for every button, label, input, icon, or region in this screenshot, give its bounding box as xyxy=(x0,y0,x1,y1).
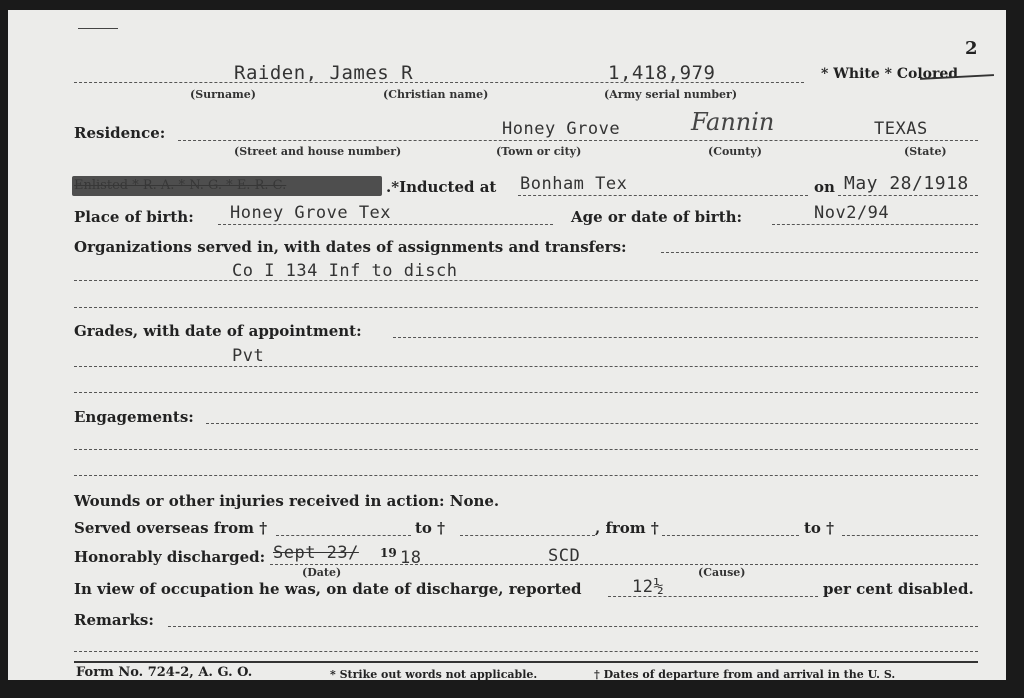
remarks-line-2 xyxy=(74,651,978,652)
residence-line xyxy=(178,140,978,141)
remarks-line-1 xyxy=(168,626,978,627)
inducted-date: May 28/1918 xyxy=(844,173,969,194)
county-value: Fannin xyxy=(691,108,775,136)
christian-caption: (Christian name) xyxy=(383,88,489,101)
place-of-birth-label: Place of birth: xyxy=(74,208,194,226)
eng-line-3 xyxy=(74,475,978,476)
footnote-strike: * Strike out words not applicable. xyxy=(330,668,538,680)
footer-rule xyxy=(74,661,978,663)
inducted-line xyxy=(518,195,808,196)
inducted-label: .*Inducted at xyxy=(386,178,497,196)
on-label: on xyxy=(814,178,835,196)
disability-value: 12½ xyxy=(632,577,665,597)
discharge-cause: SCD xyxy=(548,546,581,566)
overseas-line-3 xyxy=(662,535,799,536)
overseas-to2-label: to † xyxy=(804,519,834,537)
overseas-line-1 xyxy=(276,535,411,536)
birth-place-value: Honey Grove Tex xyxy=(230,203,392,223)
org-line-1 xyxy=(661,252,978,253)
discharge-date: Sept 23/ xyxy=(273,543,359,563)
discharge-year: 18 xyxy=(400,548,422,568)
organizations-label: Organizations served in, with dates of assignments and transfers: xyxy=(74,238,627,256)
street-caption: (Street and house number) xyxy=(234,145,402,158)
state-value: TEXAS xyxy=(874,119,928,139)
remarks-label: Remarks: xyxy=(74,611,154,629)
grades-line-3 xyxy=(74,392,978,393)
disability-suffix: per cent disabled. xyxy=(823,580,974,598)
overseas-line-2 xyxy=(460,535,595,536)
top-mark xyxy=(78,28,118,29)
eng-line-2 xyxy=(74,449,978,450)
age-value: Nov2/94 xyxy=(814,203,890,223)
age-label: Age or date of birth: xyxy=(571,208,743,226)
org-line-2 xyxy=(74,280,978,281)
overseas-from-label: Served overseas from † xyxy=(74,519,268,537)
service-record-card xyxy=(8,10,1006,680)
discharge-line xyxy=(270,564,978,565)
surname-caption: (Surname) xyxy=(190,88,256,101)
org-line-3 xyxy=(74,307,978,308)
overseas-line-4 xyxy=(842,535,978,536)
race-options: * White * Colored xyxy=(821,66,959,82)
cause-caption: (Cause) xyxy=(698,566,746,579)
year-prefix: 19 xyxy=(380,546,397,560)
town-caption: (Town or city) xyxy=(496,145,582,158)
organizations-value: Co I 134 Inf to disch xyxy=(232,261,458,281)
date-line xyxy=(838,195,978,196)
state-caption: (State) xyxy=(904,145,947,158)
grades-line-1 xyxy=(393,337,978,338)
eng-line-1 xyxy=(206,423,978,424)
footnote-dates: † Dates of departure from and arrival in the U. S. xyxy=(594,668,896,680)
age-line xyxy=(772,224,978,225)
wounds-label: Wounds or other injuries received in action: None. xyxy=(74,492,500,510)
disability-label: In view of occupation he was, on date of discharge, reported xyxy=(74,580,582,598)
serial-caption: (Army serial number) xyxy=(604,88,738,101)
grades-label: Grades, with date of appointment: xyxy=(74,322,362,340)
town-value: Honey Grove xyxy=(502,119,621,139)
overseas-from2-label: , from † xyxy=(595,519,659,537)
residence-label: Residence: xyxy=(74,124,166,142)
grades-value: Pvt xyxy=(232,346,265,366)
card-number: 2 xyxy=(965,38,978,59)
discharged-label: Honorably discharged: xyxy=(74,548,266,566)
overseas-to-label: to † xyxy=(415,519,445,537)
serial-value: 1,418,979 xyxy=(608,62,716,84)
inducted-place: Bonham Tex xyxy=(520,174,628,194)
engagements-label: Engagements: xyxy=(74,408,194,426)
grades-line-2 xyxy=(74,366,978,367)
redaction-mark xyxy=(72,176,382,196)
birth-place-line xyxy=(218,224,553,225)
surname-value: Raiden, James R xyxy=(234,62,414,84)
county-caption: (County) xyxy=(708,145,762,158)
date-caption: (Date) xyxy=(302,566,342,579)
form-number: Form No. 724-2, A. G. O. xyxy=(76,665,253,680)
